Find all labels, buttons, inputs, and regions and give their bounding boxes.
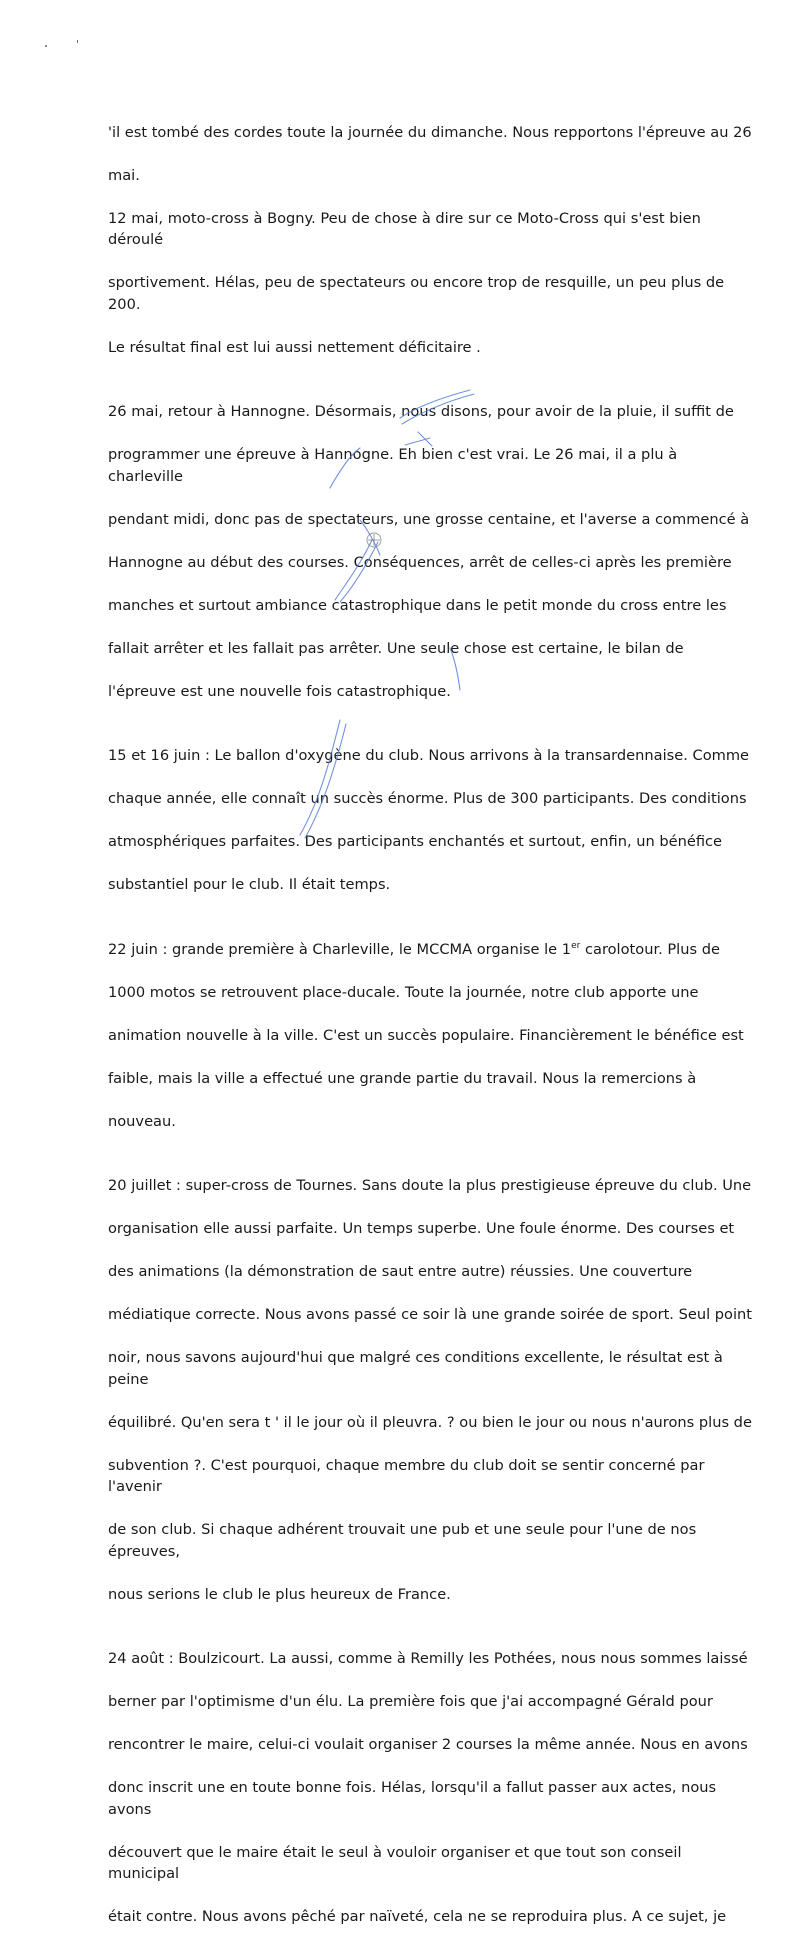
text-line: médiatique correcte. Nous avons passé ce soir là une grande soirée de sport. Seul point <box>108 1306 752 1323</box>
text-fragment: 22 juin : grande première à Charleville, le MCCMA organise le 1 <box>108 940 572 958</box>
text-line: 24 août : Boulzicourt. La aussi, comme à Remilly les Pothées, nous nous sommes laissé <box>108 1650 748 1667</box>
text-line: rencontrer le maire, celui-ci voulait organiser 2 courses la même année. Nous en avons <box>108 1736 748 1753</box>
text-line: chaque année, elle connaît un succès énorme. Plus de 300 participants. Des conditions <box>108 790 747 807</box>
text-line: Hannogne au début des courses. Conséquences, arrêt de celles-ci après les première <box>108 553 732 571</box>
paragraph-3 <box>108 724 753 896</box>
text-line: organisation elle aussi parfaite. Un temps superbe. Une foule énorme. Des courses et <box>108 1220 735 1237</box>
text-line: fallait arrêter et les fallait pas arrêter. Une seule chose est certaine, le bilan de <box>108 639 684 657</box>
scan-speck <box>45 45 47 47</box>
text-fragment: carolotour. Plus de <box>580 940 720 958</box>
text-line: pendant midi, donc pas de spectateurs, une grosse centaine, et l'averse a commencé à <box>108 510 750 528</box>
paragraph-2 <box>108 380 753 703</box>
document-body <box>108 100 753 1949</box>
text-line: 20 juillet : super-cross de Tournes. Sans doute la plus prestigieuse épreuve du club. Une <box>108 1177 752 1194</box>
text-line: manches et surtout ambiance catastrophique dans le petit monde du cross entre les <box>108 596 727 614</box>
text-line: Le résultat final est lui aussi nettement déficitaire . <box>108 338 481 356</box>
text-line <box>108 941 720 958</box>
text-line: faible, mais la ville a effectué une grande partie du travail. Nous la remercions à <box>108 1069 697 1087</box>
ordinal-superscript: er <box>571 940 581 951</box>
text-line: 1000 motos se retrouvent place-ducale. Toute la journée, notre club apporte une <box>108 983 699 1001</box>
text-line: 15 et 16 juin : Le ballon d'oxygène du club. Nous arrivons à la transardennaise. Comme <box>108 747 750 764</box>
text-line: sportivement. Hélas, peu de spectateurs ou encore trop de resquille, un peu plus de 200. <box>108 274 725 313</box>
text-line: 12 mai, moto-cross à Bogny. Peu de chose à dire sur ce Moto-Cross qui s'est bien déroulé <box>108 209 701 248</box>
text-line: découvert que le maire était le seul à vouloir organiser et que tout son conseil municipal <box>108 1843 682 1882</box>
text-line: nouveau. <box>108 1112 176 1130</box>
paragraph-4 <box>108 917 753 1132</box>
text-line: l'épreuve est une nouvelle fois catastrophique. <box>108 682 451 700</box>
paragraph-5 <box>108 1154 753 1606</box>
text-line: animation nouvelle à la ville. C'est un succès populaire. Financièrement le bénéfice est <box>108 1026 744 1044</box>
text-line: subvention ?. C'est pourquoi, chaque membre du club doit se sentir concerné par l'avenir <box>108 1456 705 1495</box>
scan-speck <box>77 40 78 43</box>
text-line: de son club. Si chaque adhérent trouvait une pub et une seule pour l'une de nos épreuves, <box>108 1521 697 1560</box>
text-line: mai. <box>108 166 140 184</box>
paragraph-6 <box>108 1627 753 1928</box>
text-line: substantiel pour le club. Il était temps. <box>108 876 391 893</box>
text-line: équilibré. Qu'en sera t ' il le jour où il pleuvra. ? ou bien le jour ou nous n'aurons plus de <box>108 1413 752 1431</box>
text-line: noir, nous savons aujourd'hui que malgré ces conditions excellente, le résultat est à peine <box>108 1349 723 1388</box>
text-line: 26 mai, retour à Hannogne. Désormais, nous disons, pour avoir de la pluie, il suffit de <box>108 403 734 420</box>
text-line: atmosphériques parfaites. Des participants enchantés et surtout, enfin, un bénéfice <box>108 833 723 850</box>
text-line: programmer une épreuve à Hannogne. Eh bien c'est vrai. Le 26 mai, il a plu à charleville <box>108 446 678 485</box>
text-line: berner par l'optimisme d'un élu. La première fois que j'ai accompagné Gérald pour <box>108 1693 713 1710</box>
text-line: donc inscrit une en toute bonne fois. Hélas, lorsqu'il a fallut passer aux actes, nous avons <box>108 1779 717 1818</box>
text-line: 'il est tombé des cordes toute la journée du dimanche. Nous repportons l'épreuve au 26 <box>108 123 752 141</box>
text-line: nous serions le club le plus heureux de France. <box>108 1585 451 1603</box>
text-line: des animations (la démonstration de saut entre autre) réussies. Une couverture <box>108 1263 693 1280</box>
paragraph-1 <box>108 100 753 358</box>
text-line: était contre. Nous avons pêché par naïveté, cela ne se reproduira plus. A ce sujet, je <box>108 1908 727 1925</box>
